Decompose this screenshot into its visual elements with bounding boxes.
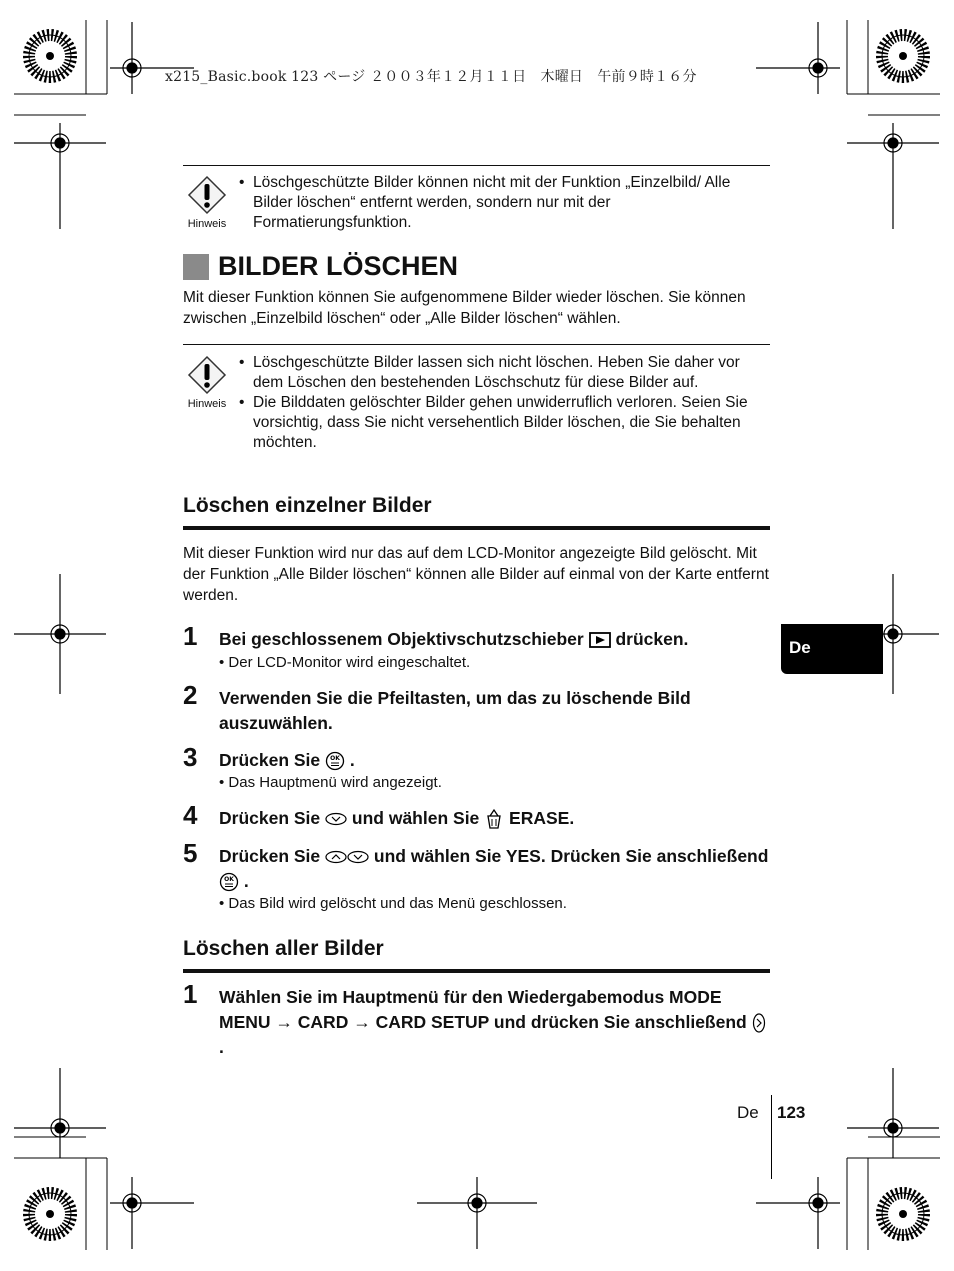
page-number: 123: [777, 1103, 806, 1122]
ok-button-icon: [325, 751, 345, 771]
hint-item: • Die Bilddaten gelöschter Bilder gehen unwiderruflich verloren. Seien Sie vorsichtig, dass Sie nicht versehentlich Bilder löschen, die Sie behalten möchten.: [237, 393, 771, 453]
hint-caption: Hinweis: [187, 398, 227, 410]
arrow-right-button-icon: [752, 1013, 766, 1033]
arrow-right-icon: →: [275, 1012, 293, 1032]
erase-trash-icon: [484, 808, 504, 830]
heading-rule: [183, 969, 770, 973]
warning-exclamation-icon: [187, 355, 227, 395]
playback-button-icon: [589, 632, 611, 648]
arrow-right-icon: →: [353, 1012, 371, 1032]
subsection-intro: Mit dieser Funktion wird nur das auf dem LCD-Monitor angezeigte Bild gelöscht. Mit der Funktion „Alle Bilder löschen“ können alle Bilder auf einmal von der Karte entfernt werden.: [183, 545, 769, 604]
heading-rule: [183, 526, 770, 530]
footer-divider: [771, 1095, 772, 1179]
arrow-down-button-icon: [325, 812, 347, 826]
hint-item: • Löschgeschützte Bilder lassen sich nicht löschen. Heben Sie daher vor dem Löschen den bestehenden Löschschutz für diese Bilder auf.: [237, 353, 771, 393]
hint-icon: [185, 175, 229, 230]
section-square-icon: [183, 254, 209, 280]
svg-text:OK: OK: [330, 755, 340, 763]
subsection-heading: Löschen aller Bilder: [183, 937, 384, 960]
svg-text:OK: OK: [224, 876, 234, 884]
print-header-line: x215_Basic.book 123 ページ ２００３年１２月１１日 木曜日 午前９時１６分: [165, 69, 697, 85]
warning-exclamation-icon: [187, 175, 227, 215]
footer-language: De: [737, 1103, 759, 1122]
language-tab: De: [781, 624, 883, 674]
hint-caption: Hinweis: [187, 218, 227, 230]
section-intro: Mit dieser Funktion können Sie aufgenommene Bilder wieder löschen. Sie können zwischen „Einzelbild löschen“ oder „Alle Bilder löschen“ wählen.: [183, 289, 746, 327]
section-title: BILDER LÖSCHEN: [183, 251, 458, 282]
ok-button-icon: [219, 872, 239, 892]
hint-item: • Löschgeschützte Bilder können nicht mit der Funktion „Einzelbild/ Alle Bilder löschen“ entfernt werden, sondern nur mit der Formatierungsfunktion.: [237, 173, 771, 233]
subsection-heading: Löschen einzelner Bilder: [183, 494, 432, 517]
hint-note: [183, 345, 770, 475]
hint-icon: [185, 355, 229, 410]
arrow-up-button-icon: [325, 850, 347, 864]
hint-note: [183, 165, 770, 245]
arrow-down-button-icon: [347, 850, 369, 864]
